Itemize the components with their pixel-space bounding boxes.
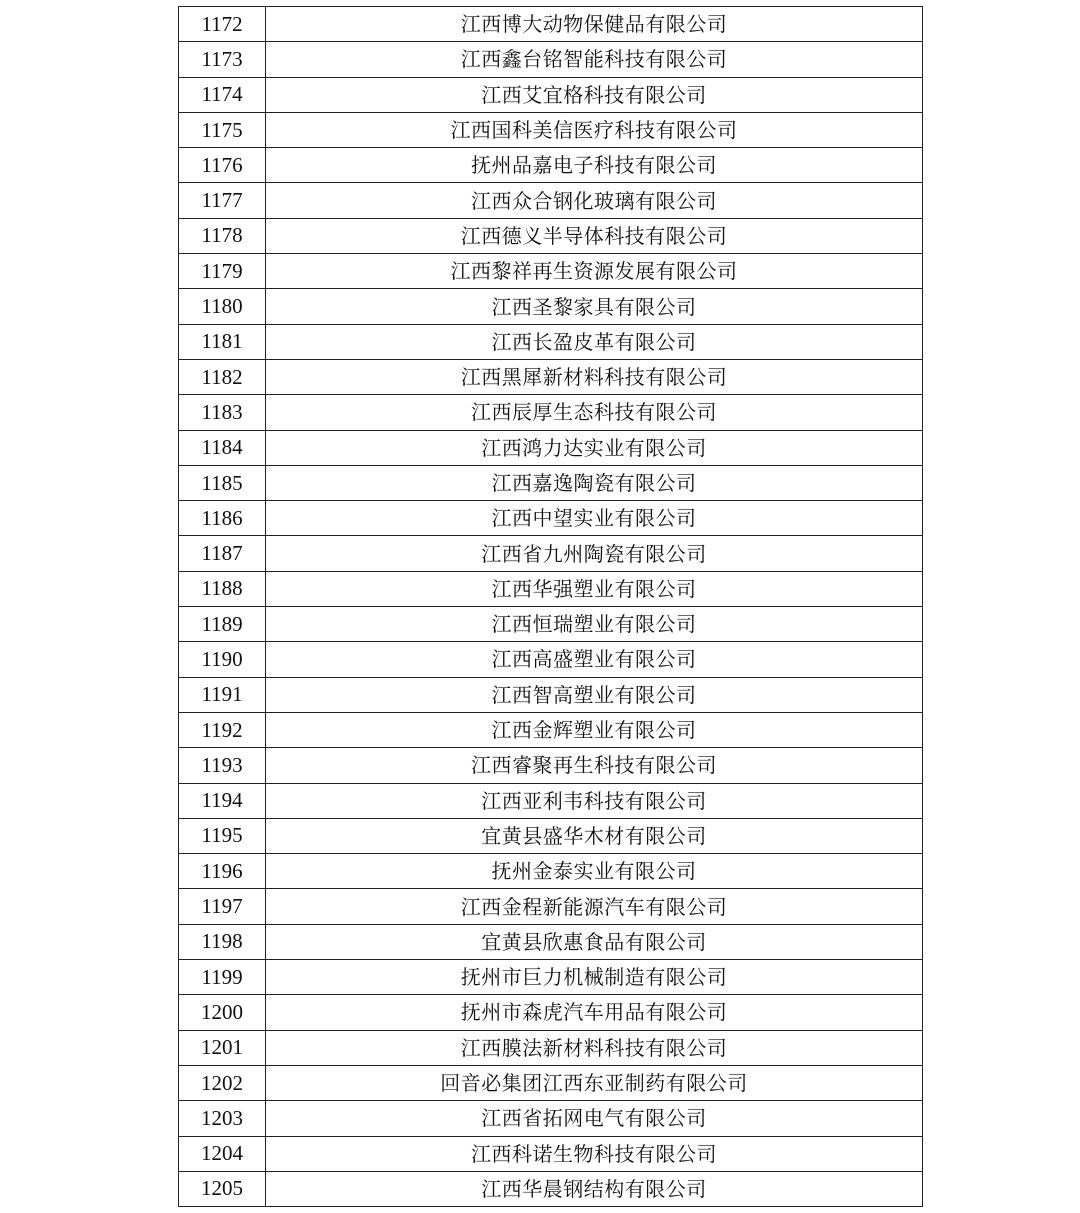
table-row bbox=[179, 1136, 923, 1171]
table-row bbox=[179, 536, 923, 571]
row-number-cell: 1173 bbox=[179, 42, 266, 77]
company-list-sheet bbox=[178, 6, 922, 1207]
row-number-cell: 1182 bbox=[179, 359, 266, 394]
row-number-cell: 1183 bbox=[179, 395, 266, 430]
row-number-cell: 1187 bbox=[179, 536, 266, 571]
row-number-cell: 1198 bbox=[179, 924, 266, 959]
table-row bbox=[179, 960, 923, 995]
row-number-cell: 1196 bbox=[179, 854, 266, 889]
company-name-cell: 回音必集团江西东亚制药有限公司 bbox=[266, 1065, 923, 1100]
row-number-cell: 1179 bbox=[179, 254, 266, 289]
table-row bbox=[179, 783, 923, 818]
company-name-cell: 抚州市森虎汽车用品有限公司 bbox=[266, 995, 923, 1030]
row-number-cell: 1205 bbox=[179, 1171, 266, 1206]
company-name-cell: 江西膜法新材料科技有限公司 bbox=[266, 1030, 923, 1065]
row-number-cell: 1178 bbox=[179, 218, 266, 253]
row-number-cell: 1184 bbox=[179, 430, 266, 465]
row-number-cell: 1186 bbox=[179, 501, 266, 536]
row-number-cell: 1176 bbox=[179, 148, 266, 183]
row-number-cell: 1185 bbox=[179, 465, 266, 500]
company-name-cell: 宜黄县盛华木材有限公司 bbox=[266, 818, 923, 853]
row-number-cell: 1191 bbox=[179, 677, 266, 712]
row-number-cell: 1204 bbox=[179, 1136, 266, 1171]
table-row bbox=[179, 430, 923, 465]
table-row bbox=[179, 148, 923, 183]
company-name-cell: 江西嘉逸陶瓷有限公司 bbox=[266, 465, 923, 500]
company-name-cell: 江西艾宜格科技有限公司 bbox=[266, 77, 923, 112]
company-name-cell: 江西金辉塑业有限公司 bbox=[266, 712, 923, 747]
company-name-cell: 江西智高塑业有限公司 bbox=[266, 677, 923, 712]
table-row bbox=[179, 607, 923, 642]
table-row bbox=[179, 359, 923, 394]
row-number-cell: 1192 bbox=[179, 712, 266, 747]
table-row bbox=[179, 995, 923, 1030]
row-number-cell: 1188 bbox=[179, 571, 266, 606]
row-number-cell: 1195 bbox=[179, 818, 266, 853]
company-name-cell: 江西亚利韦科技有限公司 bbox=[266, 783, 923, 818]
table-row bbox=[179, 642, 923, 677]
row-number-cell: 1202 bbox=[179, 1065, 266, 1100]
table-row bbox=[179, 1101, 923, 1136]
table-row bbox=[179, 1171, 923, 1206]
row-number-cell: 1203 bbox=[179, 1101, 266, 1136]
table-row bbox=[179, 571, 923, 606]
table-row bbox=[179, 324, 923, 359]
company-name-cell: 江西高盛塑业有限公司 bbox=[266, 642, 923, 677]
row-number-cell: 1193 bbox=[179, 748, 266, 783]
table-row bbox=[179, 465, 923, 500]
company-table-body bbox=[179, 7, 923, 1207]
company-name-cell: 江西华晨钢结构有限公司 bbox=[266, 1171, 923, 1206]
table-row bbox=[179, 289, 923, 324]
company-name-cell: 江西长盈皮革有限公司 bbox=[266, 324, 923, 359]
company-name-cell: 江西省拓网电气有限公司 bbox=[266, 1101, 923, 1136]
company-name-cell: 江西金程新能源汽车有限公司 bbox=[266, 889, 923, 924]
company-name-cell: 江西黎祥再生资源发展有限公司 bbox=[266, 254, 923, 289]
table-row bbox=[179, 218, 923, 253]
company-name-cell: 江西中望实业有限公司 bbox=[266, 501, 923, 536]
row-number-cell: 1197 bbox=[179, 889, 266, 924]
company-table bbox=[178, 6, 923, 1207]
table-row bbox=[179, 924, 923, 959]
company-name-cell: 江西睿聚再生科技有限公司 bbox=[266, 748, 923, 783]
table-row bbox=[179, 712, 923, 747]
company-name-cell: 江西恒瑞塑业有限公司 bbox=[266, 607, 923, 642]
table-row bbox=[179, 889, 923, 924]
table-row bbox=[179, 77, 923, 112]
table-row bbox=[179, 254, 923, 289]
row-number-cell: 1200 bbox=[179, 995, 266, 1030]
row-number-cell: 1201 bbox=[179, 1030, 266, 1065]
table-row bbox=[179, 183, 923, 218]
row-number-cell: 1181 bbox=[179, 324, 266, 359]
company-name-cell: 宜黄县欣惠食品有限公司 bbox=[266, 924, 923, 959]
table-row bbox=[179, 854, 923, 889]
company-name-cell: 江西国科美信医疗科技有限公司 bbox=[266, 112, 923, 147]
table-row bbox=[179, 818, 923, 853]
company-name-cell: 江西鸿力达实业有限公司 bbox=[266, 430, 923, 465]
row-number-cell: 1177 bbox=[179, 183, 266, 218]
company-name-cell: 江西辰厚生态科技有限公司 bbox=[266, 395, 923, 430]
table-row bbox=[179, 1065, 923, 1100]
company-name-cell: 江西省九州陶瓷有限公司 bbox=[266, 536, 923, 571]
company-name-cell: 江西华强塑业有限公司 bbox=[266, 571, 923, 606]
company-name-cell: 抚州市巨力机械制造有限公司 bbox=[266, 960, 923, 995]
row-number-cell: 1189 bbox=[179, 607, 266, 642]
company-name-cell: 江西鑫台铭智能科技有限公司 bbox=[266, 42, 923, 77]
company-name-cell: 江西众合钢化玻璃有限公司 bbox=[266, 183, 923, 218]
table-row bbox=[179, 677, 923, 712]
row-number-cell: 1190 bbox=[179, 642, 266, 677]
company-name-cell: 江西黑犀新材料科技有限公司 bbox=[266, 359, 923, 394]
table-row bbox=[179, 501, 923, 536]
row-number-cell: 1175 bbox=[179, 112, 266, 147]
company-name-cell: 江西德义半导体科技有限公司 bbox=[266, 218, 923, 253]
table-row bbox=[179, 112, 923, 147]
company-name-cell: 江西圣黎家具有限公司 bbox=[266, 289, 923, 324]
table-row bbox=[179, 42, 923, 77]
company-name-cell: 抚州金泰实业有限公司 bbox=[266, 854, 923, 889]
row-number-cell: 1199 bbox=[179, 960, 266, 995]
table-row bbox=[179, 395, 923, 430]
table-row bbox=[179, 748, 923, 783]
row-number-cell: 1174 bbox=[179, 77, 266, 112]
row-number-cell: 1194 bbox=[179, 783, 266, 818]
company-name-cell: 江西博大动物保健品有限公司 bbox=[266, 7, 923, 42]
table-row bbox=[179, 7, 923, 42]
company-name-cell: 江西科诺生物科技有限公司 bbox=[266, 1136, 923, 1171]
row-number-cell: 1172 bbox=[179, 7, 266, 42]
table-row bbox=[179, 1030, 923, 1065]
company-name-cell: 抚州品嘉电子科技有限公司 bbox=[266, 148, 923, 183]
row-number-cell: 1180 bbox=[179, 289, 266, 324]
